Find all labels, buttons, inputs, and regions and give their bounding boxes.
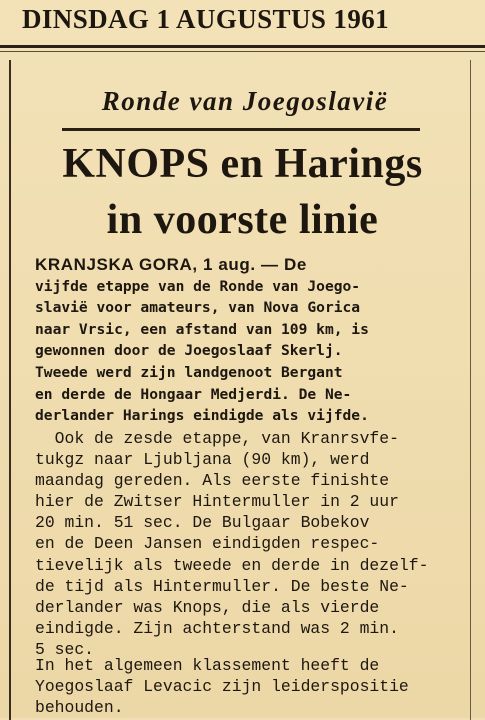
masthead-rule-thin — [0, 51, 485, 52]
body-line: de tijd als Hintermuller. De beste Ne- — [35, 576, 409, 596]
headline-line-1: KNOPS en Harings — [62, 141, 423, 187]
body-line: maandag gereden. Als eerste finishte — [35, 471, 390, 491]
page-dateline: DINSDAG 1 AUGUSTUS 1961 — [22, 4, 390, 34]
lead-line: vijfde etappe van de Ronde van Joego- — [35, 277, 361, 295]
masthead-rule — [0, 45, 485, 48]
headline-line-2: in voorste linie — [106, 197, 379, 243]
column-rule-left — [9, 60, 11, 720]
article-kicker: Ronde van Joegoslavië — [101, 86, 389, 116]
body-line: 20 min. 51 sec. De Bulgaar Bobekov — [35, 513, 370, 533]
body-line: tievelijk als tweede en derde in dezelf- — [35, 555, 429, 575]
body-line: behouden. — [35, 698, 124, 718]
body-line: derlander was Knops, die als vierde — [35, 597, 380, 617]
body-line: 5 sec. — [35, 639, 95, 659]
article-body — [35, 428, 465, 660]
lead-line: KRANJSKA GORA, 1 aug. — De — [35, 255, 307, 274]
body-line: In het algemeen klassement heeft de — [35, 656, 380, 675]
article-closing — [35, 655, 465, 718]
lead-line: gewonnen door de Joegoslaaf Skerlj. — [35, 342, 343, 360]
lead-line: derlander Harings eindigde als vijfde. — [35, 407, 369, 425]
column-rule-right — [470, 60, 471, 720]
kicker-underline — [62, 128, 420, 131]
article-lead — [35, 254, 465, 427]
body-line: eindigde. Zijn achterstand was 2 min. — [35, 618, 399, 638]
body-line: Yoegoslaaf Levacic zijn leiderspositie — [35, 677, 409, 697]
body-line: Ook de zesde etappe, van Kranrsvfe- — [35, 429, 399, 448]
body-line: hier de Zwitser Hintermuller in 2 uur — [35, 492, 399, 512]
lead-line: slavië voor amateurs, van Nova Gorica — [35, 299, 361, 317]
body-line: tukgz naar Ljubljana (90 km), werd — [35, 450, 370, 470]
lead-line: naar Vrsic, een afstand van 109 km, is — [35, 320, 369, 338]
lead-line: en derde de Hongaar Medjerdi. De Ne- — [35, 385, 352, 403]
lead-line: Tweede werd zijn landgenoot Bergant — [35, 363, 343, 381]
body-line: en de Deen Jansen eindigden respec- — [35, 534, 380, 554]
